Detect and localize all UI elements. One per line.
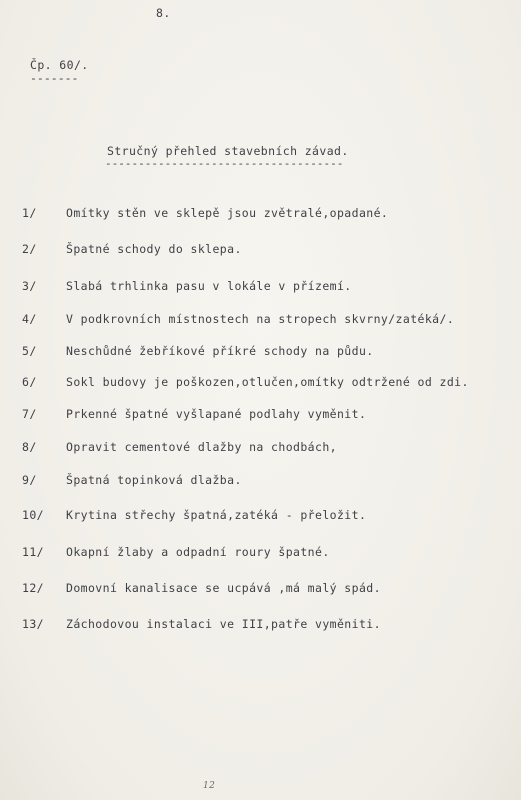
- item-text: Prkenné špatné vyšlapané podlahy vyměnit.: [66, 407, 367, 421]
- item-number: 8/: [22, 440, 37, 454]
- list-item: [0, 473, 521, 489]
- list-item: [0, 508, 521, 524]
- list-item: [0, 344, 521, 360]
- page-number: 8.: [156, 6, 171, 20]
- item-number: 6/: [22, 375, 37, 389]
- list-item: [0, 206, 521, 222]
- item-text: Špatná topinková dlažba.: [66, 473, 242, 487]
- list-item: [0, 242, 521, 258]
- item-text: Slabá trhlinka pasu v lokále v přízemí.: [66, 279, 352, 293]
- item-text: Sokl budovy je poškozen,otlučen,omítky odtržené od zdi.: [66, 375, 469, 389]
- item-text: Okapní žlaby a odpadní roury špatné.: [66, 545, 330, 559]
- list-item: [0, 312, 521, 328]
- list-item: [0, 407, 521, 423]
- item-number: 13/: [22, 617, 44, 631]
- item-number: 4/: [22, 312, 37, 326]
- item-number: 9/: [22, 473, 37, 487]
- handwritten-page-mark: 12: [203, 781, 216, 791]
- heading-underline: ------------------------------------: [105, 157, 344, 170]
- list-item: [0, 545, 521, 561]
- item-text: Omítky stěn ve sklepě jsou zvětralé,opadané.: [66, 206, 389, 220]
- item-text: Opravit cementové dlažby na chodbách,: [66, 440, 337, 454]
- item-text: Domovní kanalisace se ucpává ,má malý spád.: [66, 581, 381, 595]
- item-number: 12/: [22, 581, 44, 595]
- item-text: V podkrovních místnostech na stropech skvrny/zatéká/.: [66, 312, 455, 326]
- item-number: 1/: [22, 206, 37, 220]
- item-text: Neschůdné žebříkové příkré schody na půdu.: [66, 344, 374, 358]
- list-item: [0, 581, 521, 597]
- reference-number: Čp. 60/.: [30, 58, 89, 72]
- item-number: 3/: [22, 279, 37, 293]
- item-text: Špatné schody do sklepa.: [66, 242, 242, 256]
- list-item: [0, 279, 521, 295]
- reference-underline: -------: [30, 71, 79, 85]
- list-item: [0, 440, 521, 456]
- item-text: Krytina střechy špatná,zatéká - přeložit.: [66, 508, 367, 522]
- item-number: 5/: [22, 344, 37, 358]
- document-heading: Stručný přehled stavebních závad.: [107, 144, 349, 158]
- list-item: [0, 617, 521, 633]
- item-number: 2/: [22, 242, 37, 256]
- list-item: [0, 375, 521, 391]
- item-number: 11/: [22, 545, 44, 559]
- item-number: 10/: [22, 508, 44, 522]
- item-text: Záchodovou instalaci ve III,patře vyměniti.: [66, 617, 381, 631]
- item-number: 7/: [22, 407, 37, 421]
